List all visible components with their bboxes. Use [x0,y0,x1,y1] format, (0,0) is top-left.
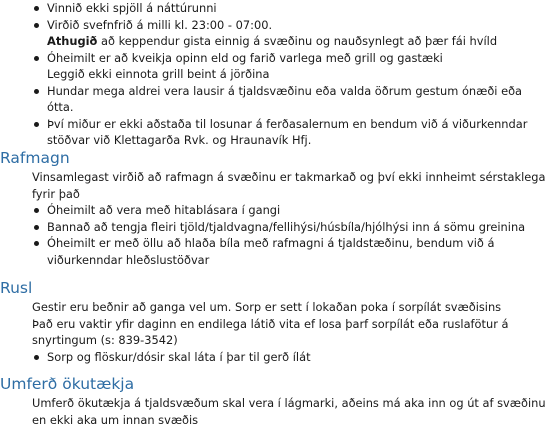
heading-rusl: Rusl [0,279,33,297]
heading-rafmagn: Rafmagn [0,149,70,167]
rusl-line-1: Gestir eru beðnir að ganga vel um. Sorp er sett í lokaðan poka í sorpílát svæðisins [32,300,502,314]
umferd-text: Umferð ökutækja á tjaldsvæðum skal vera í lágmarki, aðeins má aka inn og út af svæðinu en ekki aka um innan svæðis [32,396,546,427]
heading-umferd: Umferð ökutækja [0,375,135,393]
rafmagn-intro: Vinsamlegast virðið að rafmagn á svæðinu er takmarkað og því ekki innheimt sérstaklega fyrir það [32,170,546,201]
rules-list-section [0,0,551,149]
rules-list [0,0,551,149]
list-item-text: Óheimilt er að kveikja opinn eld og farið varlega með grill og gastæki [47,50,443,65]
rusl-list [0,349,551,366]
rusl-section [0,277,551,365]
umferd-section [0,373,551,428]
rusl-line-2: Það eru vaktir yfir daginn en endilega látið vita ef losa þarf sorpílát eða ruslafötur á snyrtingum (s: 839-3542) [32,316,509,347]
rafmagn-section [0,147,551,268]
list-item-text: Virðið svefnfrið á milli kl. 23:00 - 07:00. [47,17,273,32]
list-item: Sorp og flöskur/dósir skal láta í þar til gerð ílát [0,349,551,366]
list-item [0,17,551,50]
list-item: Bannað að tengja fleiri tjöld/tjaldvagna/fellihýsi/húsbíla/hjólhýsi inn á sömu greinina [0,219,551,236]
rafmagn-list [0,202,551,268]
note-line [47,33,551,50]
list-item: Vinnið ekki spjöll á náttúrunni [0,0,551,17]
list-item: Hundar mega aldrei vera lausir á tjaldsvæðinu eða valda öðrum gestum ónæði eða ótta. [0,83,551,116]
note-bold: Athugið [47,34,98,48]
list-item [0,50,551,83]
list-item: Óheimilt að vera með hitablásara í gangi [0,202,551,219]
note-text: að keppendur gista einnig á svæðinu og nauðsynlegt að þær fái hvíld [97,34,498,48]
list-item: Því miður er ekki aðstaða til losunar á ferðasalernum en bendum við á viðurkenndar stöðvar við Klettagarða Rvk. og Hraunavík Hfj. [0,116,551,149]
list-item: Óheimilt er með öllu að hlaða bíla með rafmagni á tjaldstæðinu, bendum við á viðurkenndar hleðslustöðvar [0,235,551,268]
grill-line: Leggið ekki einnota grill beint á jörðina [47,67,270,81]
